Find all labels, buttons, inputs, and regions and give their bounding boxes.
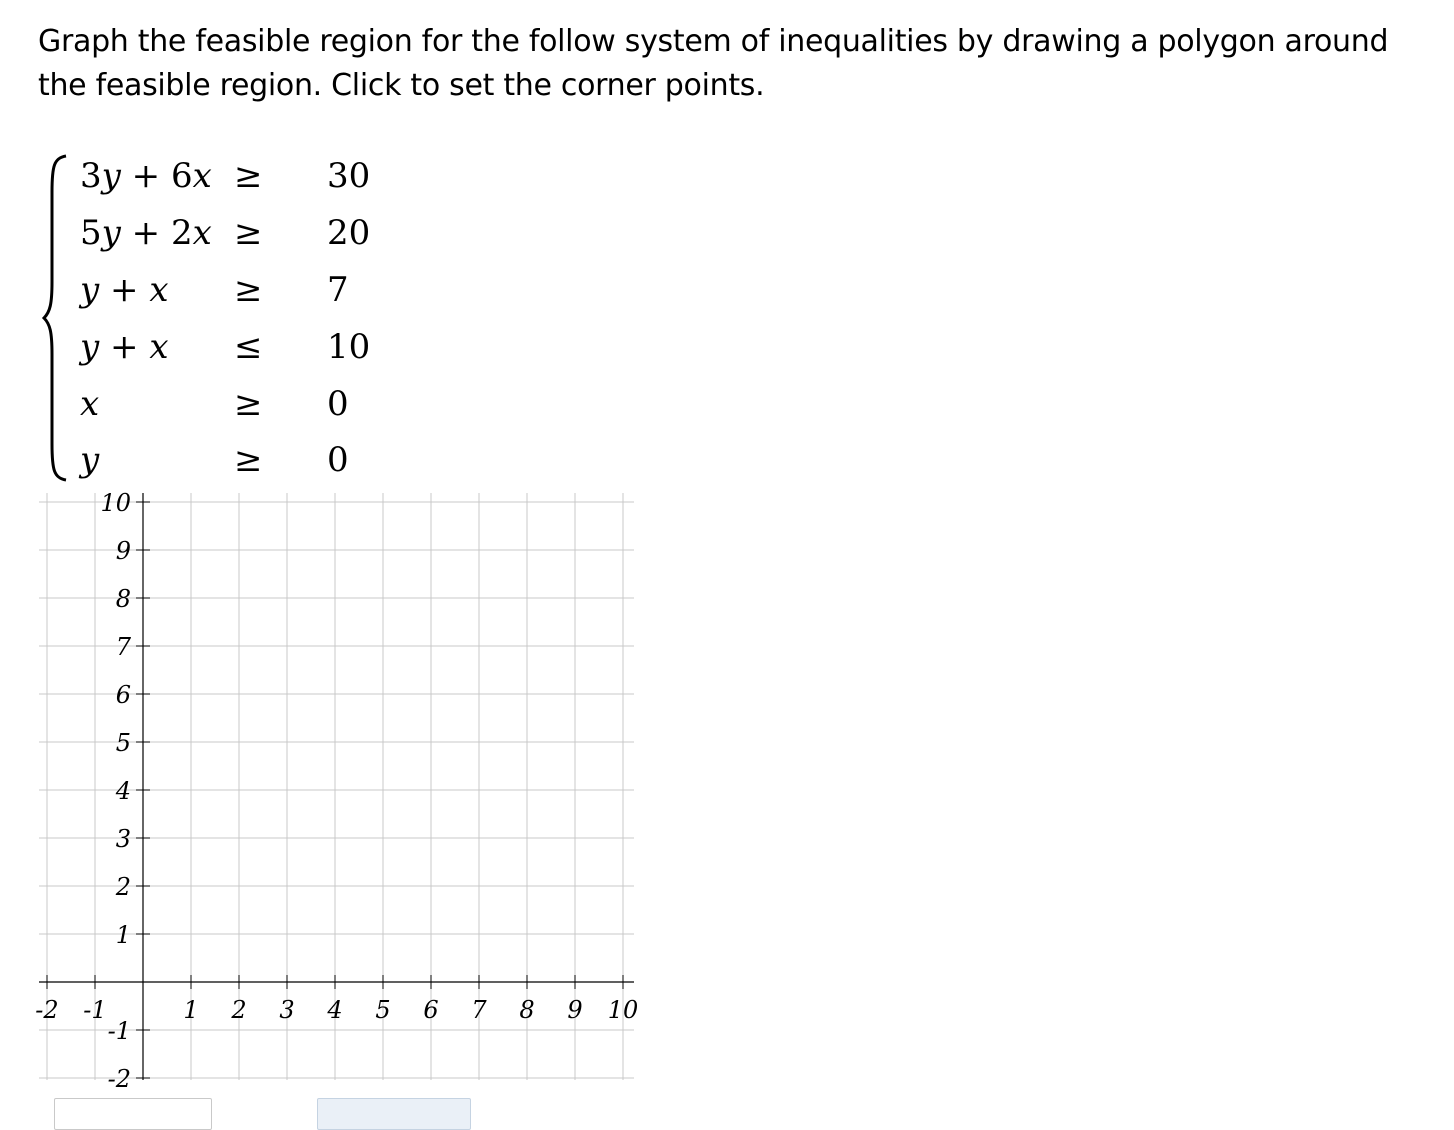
y-tick-label: 10 [100,490,131,517]
y-tick-label: 2 [115,873,131,901]
inequality-lhs: 5y + 2x [80,213,212,253]
inequality-rhs: 10 [327,327,371,367]
inequality-row [0,211,400,255]
x-tick-label: 6 [423,996,439,1024]
inequality-relation: ≥ [234,440,263,480]
inequality-lhs: y [80,440,100,480]
inequality-row [0,438,400,482]
x-tick-label: 5 [375,996,391,1024]
inequality-rhs: 0 [327,440,349,480]
inequality-rhs: 7 [327,270,349,310]
y-tick-label: 3 [115,825,131,853]
y-tick-label: 5 [115,729,131,757]
inequality-lhs: 3y + 6x [80,156,212,196]
y-tick-label: 6 [115,681,131,709]
inequality-relation: ≥ [234,270,263,310]
inequality-rhs: 30 [327,156,371,196]
graph-tool-button[interactable] [54,1098,212,1130]
y-tick-label: 8 [115,585,131,613]
y-tick-label: -1 [107,1017,131,1045]
inequality-relation: ≤ [234,327,263,367]
inequality-rhs: 0 [327,384,349,424]
x-tick-label: -2 [35,996,59,1024]
x-tick-label: 8 [519,996,535,1024]
coordinate-grid[interactable] [30,490,650,1090]
x-tick-label: 4 [327,996,343,1024]
graph-canvas[interactable] [30,490,650,1090]
question-prompt: Graph the feasible region for the follow system of inequalities by drawing a polygon around the feasible region. Click to set the corner points. [38,24,1389,103]
inequality-lhs: y + x [80,327,169,367]
x-tick-label: 7 [471,996,487,1024]
x-tick-label: 10 [607,996,639,1024]
graph-tool-button[interactable] [317,1098,471,1130]
inequality-lhs: x [80,384,100,424]
inequality-row [0,325,400,369]
inequality-row [0,382,400,426]
inequality-row [0,154,400,198]
inequality-lhs: y + x [80,270,169,310]
inequality-rhs: 20 [327,213,371,253]
inequality-relation: ≥ [234,156,263,196]
inequality-system [0,0,400,490]
y-tick-label: 4 [115,777,131,805]
inequality-relation: ≥ [234,384,263,424]
y-tick-label: -2 [107,1065,131,1090]
y-tick-label: 9 [115,537,131,565]
x-tick-label: 1 [183,996,199,1024]
x-tick-label: 2 [231,996,247,1024]
left-brace [40,152,70,484]
x-tick-label: 3 [279,996,295,1024]
inequality-relation: ≥ [234,213,263,253]
x-tick-label: -1 [83,996,107,1024]
inequality-row [0,268,400,312]
y-tick-label: 7 [115,633,131,661]
y-tick-label: 1 [115,921,131,949]
x-tick-label: 9 [567,996,583,1024]
